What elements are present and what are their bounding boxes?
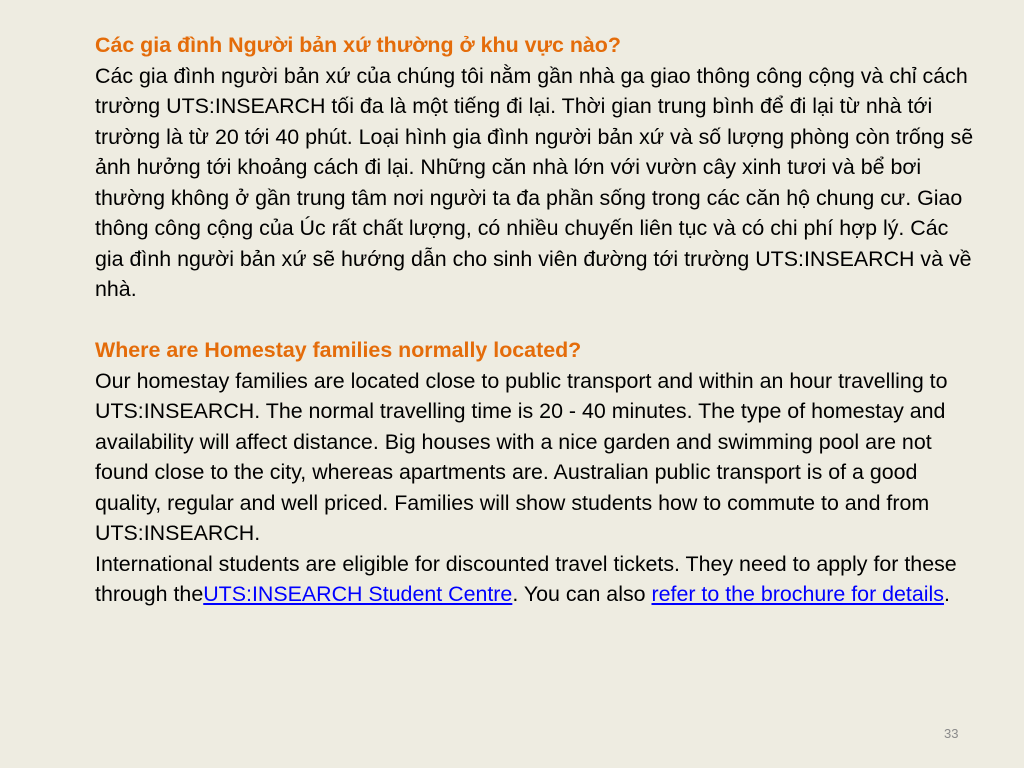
tickets-text-suffix: . [943,582,950,606]
tickets-paragraph [95,549,975,610]
section-spacer [95,305,975,336]
english-heading: Where are Homestay families normally located? [95,338,582,362]
tickets-text-middle: . You can also [512,582,652,606]
page-number: 33 [944,726,959,741]
student-centre-link[interactable]: UTS:INSEARCH Student Centre [203,582,513,606]
tickets-text-prefix: International students are eligible for discounted travel tickets. They need to apply for these through the [95,551,957,606]
vietnamese-heading: Các gia đình Người bản xứ thường ở khu vực nào? [95,33,621,57]
english-paragraph: Our homestay families are located close to public transport and within an hour travelling to UTS:INSEARCH. The normal travelling time is 20 - 40 minutes. The type of homestay and availability will affect distance. Big houses with a nice garden and swimming pool are not found close to the city, whereas apartments are. Australian public transport is of a good quality, regular and well priced. Families will show students how to commute to and from UTS:INSEARCH. [95,368,948,545]
brochure-link[interactable]: refer to the brochure for details [651,582,944,606]
slide-content [95,30,975,610]
vietnamese-paragraph: Các gia đình người bản xứ của chúng tôi nằm gần nhà ga giao thông công cộng và chỉ cách trường UTS:INSEARCH tối đa là một tiếng đi lại. Thời gian trung bình để đi lại từ nhà tới trường là từ 20 tới 40 phút. Loại hình gia đình người bản xứ và số lượng phòng còn trống sẽ ảnh hưởng tới khoảng cách đi lại. Những căn nhà lớn với vườn cây xinh tươi và bể bơi thường không ở gần trung tâm nơi người ta đa phần sống trong các căn hộ chung cư. Giao thông công cộng của Úc rất chất lượng, có nhiều chuyến liên tục và có chi phí hợp lý. Các gia đình người bản xứ sẽ hướng dẫn cho sinh viên đường tới trường UTS:INSEARCH và về nhà. [95,63,974,301]
